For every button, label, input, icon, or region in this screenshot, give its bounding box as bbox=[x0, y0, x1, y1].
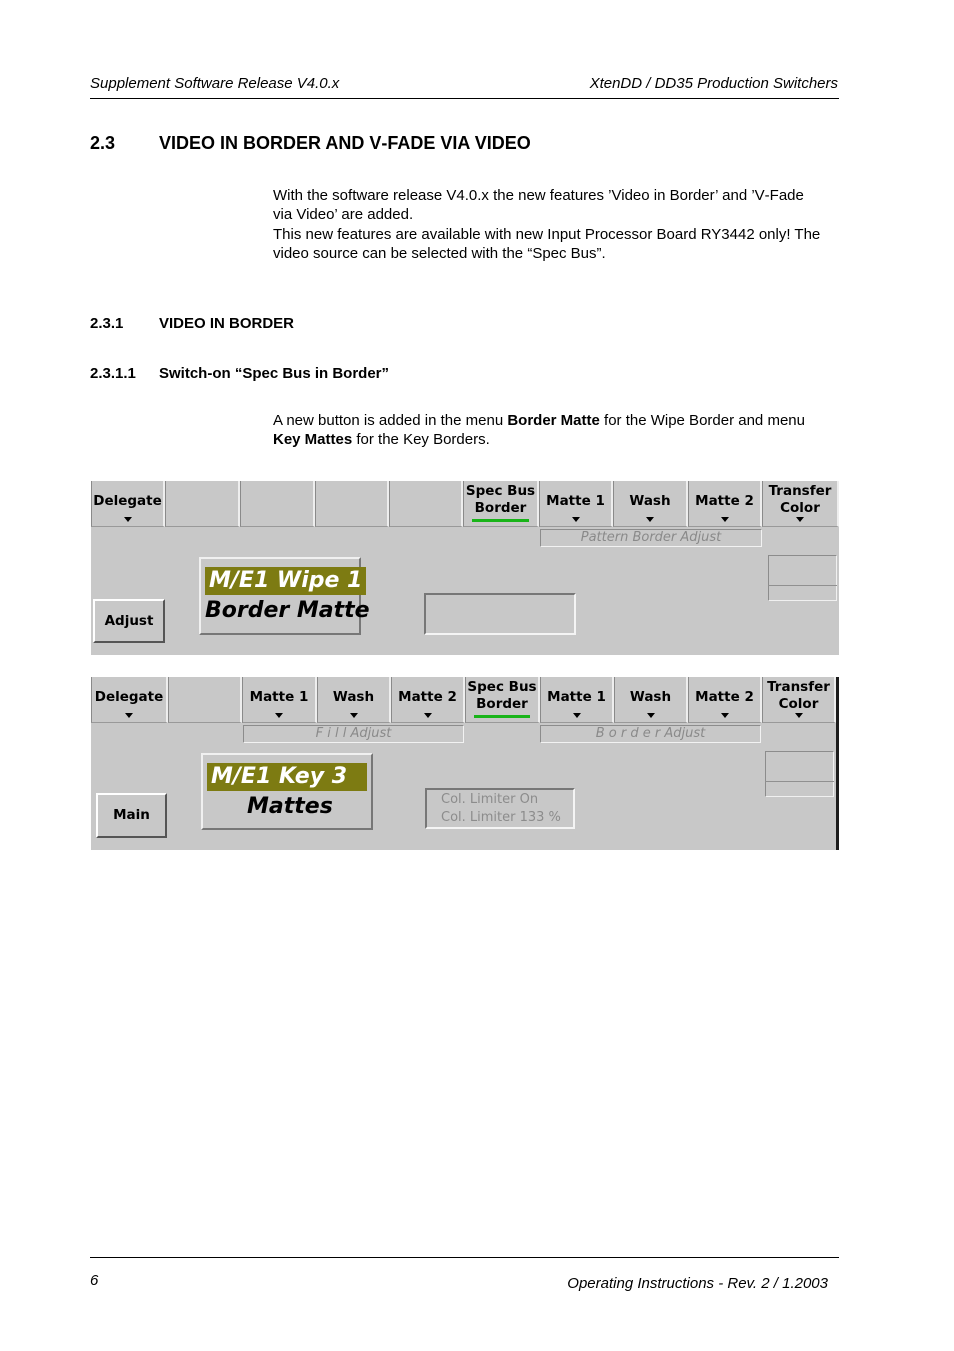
header-left: Supplement Software Release V4.0.x bbox=[90, 75, 340, 92]
side-box bbox=[765, 751, 834, 797]
matte1-button[interactable]: Matte 1 bbox=[539, 481, 613, 527]
main-button[interactable]: Main bbox=[96, 793, 167, 838]
chevron-down-icon bbox=[573, 713, 581, 718]
menu-title-box bbox=[199, 557, 370, 635]
delegate-button[interactable]: Delegate bbox=[91, 481, 165, 527]
page-number: 6 bbox=[90, 1272, 99, 1289]
para-line: via Video’ are added. bbox=[273, 206, 414, 224]
chevron-down-icon bbox=[796, 517, 804, 522]
wash-button[interactable]: Wash bbox=[317, 677, 391, 723]
para-text: for the Key Borders. bbox=[352, 431, 490, 449]
transfer-color-button[interactable]: Transfer Color bbox=[762, 481, 839, 527]
chevron-down-icon bbox=[795, 713, 803, 718]
menu-title-line1: M/E1 Key 3 bbox=[207, 763, 367, 791]
delegate-button[interactable]: Delegate bbox=[91, 677, 168, 723]
divider bbox=[765, 781, 834, 782]
subsubsection-number: 2.3.1.1 bbox=[90, 365, 136, 382]
active-indicator bbox=[474, 715, 530, 718]
col-limiter-value: Col. Limiter 133 % bbox=[441, 810, 561, 825]
chevron-down-icon bbox=[350, 713, 358, 718]
para-text: for the Wipe Border and menu bbox=[599, 412, 805, 429]
footer-rule bbox=[90, 1257, 839, 1258]
subsubsection-paragraph bbox=[273, 411, 841, 450]
chevron-down-icon bbox=[721, 517, 729, 522]
wash-button[interactable]: Wash bbox=[614, 677, 688, 723]
subsection-title: VIDEO IN BORDER bbox=[159, 315, 295, 332]
header-right: XtenDD / DD35 Production Switchers bbox=[589, 75, 838, 92]
menu-name-key-mattes: Key Mattes bbox=[273, 431, 353, 449]
spec-bus-border-button[interactable]: Spec Bus Border bbox=[465, 677, 540, 723]
chevron-down-icon bbox=[646, 517, 654, 522]
chevron-down-icon bbox=[572, 517, 580, 522]
empty-button[interactable] bbox=[165, 481, 240, 527]
fill-adjust-label: F i l l Adjust bbox=[243, 725, 464, 743]
chevron-down-icon bbox=[721, 713, 729, 718]
divider bbox=[768, 585, 837, 586]
side-box bbox=[768, 555, 837, 601]
section-title: VIDEO IN BORDER AND V‑FADE VIA VIDEO bbox=[159, 133, 531, 153]
para-line: video source can be selected with the “Spec Bus”. bbox=[273, 245, 606, 263]
chevron-down-icon bbox=[124, 517, 132, 522]
menu-name-border-matte: Border Matte bbox=[507, 412, 600, 429]
chevron-down-icon bbox=[424, 713, 432, 718]
subsubsection-title: Switch‑on “Spec Bus in Border” bbox=[159, 365, 390, 382]
empty-button[interactable] bbox=[240, 481, 315, 527]
chevron-down-icon bbox=[125, 713, 133, 718]
key-mattes-panel bbox=[91, 677, 839, 850]
para-line: With the software release V4.0.x the new features ’Video in Border’ and ’V‑Fade bbox=[273, 187, 804, 204]
col-limiter-field[interactable] bbox=[425, 788, 575, 829]
active-indicator bbox=[472, 519, 529, 522]
matte2-button[interactable]: Matte 2 bbox=[391, 677, 465, 723]
matte2-button[interactable]: Matte 2 bbox=[688, 481, 762, 527]
menu-title-line2: Mattes bbox=[247, 794, 333, 819]
matte2-button[interactable]: Matte 2 bbox=[688, 677, 762, 723]
empty-button[interactable] bbox=[389, 481, 463, 527]
menu-title-box bbox=[201, 753, 373, 830]
menu-title-line2: Border Matte bbox=[205, 598, 370, 623]
subsection-number: 2.3.1 bbox=[90, 315, 124, 332]
transfer-color-button[interactable]: Transfer Color bbox=[762, 677, 836, 723]
para-line: This new features are available with new Input Processor Board RY3442 only! The bbox=[273, 225, 821, 243]
empty-button[interactable] bbox=[315, 481, 389, 527]
border-matte-panel bbox=[91, 481, 839, 655]
spec-bus-border-button[interactable]: Spec Bus Border bbox=[463, 481, 539, 527]
footer-right: Operating Instructions ‑ Rev. 2 / 1.2003 bbox=[567, 1275, 828, 1292]
header-rule bbox=[90, 98, 839, 99]
wash-button[interactable]: Wash bbox=[613, 481, 688, 527]
matte1-button[interactable]: Matte 1 bbox=[242, 677, 317, 723]
matte1-button[interactable]: Matte 1 bbox=[540, 677, 614, 723]
border-adjust-label: B o r d e r Adjust bbox=[540, 725, 761, 743]
col-limiter-on: Col. Limiter On bbox=[441, 792, 539, 807]
empty-button[interactable] bbox=[168, 677, 242, 723]
para-text: A new button is added in the menu bbox=[273, 412, 508, 429]
chevron-down-icon bbox=[647, 713, 655, 718]
empty-display-field bbox=[424, 593, 576, 635]
section-number: 2.3 bbox=[90, 133, 116, 153]
pattern-border-adjust-label: Pattern Border Adjust bbox=[540, 529, 762, 547]
menu-title-line1: M/E1 Wipe 1 bbox=[205, 567, 366, 595]
chevron-down-icon bbox=[275, 713, 283, 718]
section-paragraph bbox=[273, 186, 841, 264]
adjust-button[interactable]: Adjust bbox=[93, 599, 165, 643]
